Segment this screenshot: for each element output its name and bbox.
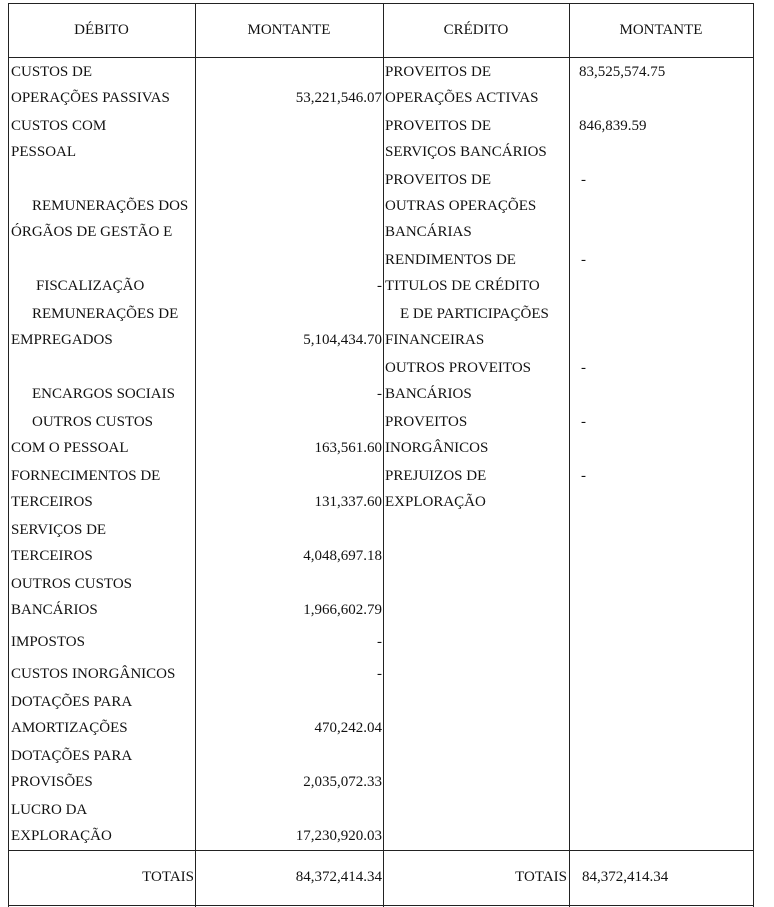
header-amount-left: MONTANTE xyxy=(247,22,331,38)
debit-label: TERCEIROS xyxy=(11,548,93,564)
header-credit: CRÉDITO xyxy=(443,22,509,38)
col-border-left xyxy=(8,3,9,907)
header-amount-right: MONTANTE xyxy=(619,22,703,38)
debit-label: AMORTIZAÇÕES xyxy=(11,720,128,736)
accounts-table xyxy=(8,3,754,907)
credit-label: EXPLORAÇÃO xyxy=(385,494,486,510)
debit-label: CUSTOS DE xyxy=(11,64,92,80)
totals-value-right: 84,372,414.34 xyxy=(582,869,669,885)
credit-amount: 846,839.59 xyxy=(579,118,647,134)
debit-amount: - xyxy=(377,666,382,682)
debit-label: BANCÁRIOS xyxy=(11,602,98,618)
debit-label: ENCARGOS SOCIAIS xyxy=(32,386,175,402)
credit-label: PROVEITOS DE xyxy=(385,118,491,134)
debit-amount: - xyxy=(377,278,382,294)
debit-amount: 163,561.60 xyxy=(314,440,382,456)
debit-label: CUSTOS COM xyxy=(11,118,107,134)
credit-label: E DE PARTICIPAÇÕES xyxy=(400,306,549,322)
credit-amount: - xyxy=(581,414,586,430)
debit-label: REMUNERAÇÕES DE xyxy=(32,306,179,322)
header-debit: DÉBITO xyxy=(74,22,129,38)
credit-label: SERVIÇOS BANCÁRIOS xyxy=(385,144,547,160)
debit-amount: 2,035,072.33 xyxy=(303,774,382,790)
debit-amount: 1,966,602.79 xyxy=(303,602,382,618)
debit-label: FISCALIZAÇÃO xyxy=(36,278,145,294)
col-border-1 xyxy=(195,3,196,907)
credit-label: PREJUIZOS DE xyxy=(385,468,487,484)
credit-label: INORGÂNICOS xyxy=(385,440,489,456)
totals-divider xyxy=(8,850,754,851)
debit-amount: 131,337.60 xyxy=(314,494,382,510)
credit-label: OUTRAS OPERAÇÕES xyxy=(385,198,537,214)
credit-label: FINANCEIRAS xyxy=(385,332,485,348)
credit-label: PROVEITOS DE xyxy=(385,172,491,188)
debit-label: EMPREGADOS xyxy=(11,332,113,348)
debit-label: TERCEIROS xyxy=(11,494,93,510)
table-border-bottom xyxy=(8,905,754,906)
credit-amount: - xyxy=(581,468,586,484)
debit-label: FORNECIMENTOS DE xyxy=(11,468,161,484)
debit-amount: 5,104,434.70 xyxy=(303,332,382,348)
debit-label: COM O PESSOAL xyxy=(11,440,129,456)
debit-label: EXPLORAÇÃO xyxy=(11,828,112,844)
debit-label: OUTROS CUSTOS xyxy=(32,414,154,430)
credit-label: RENDIMENTOS DE xyxy=(385,252,516,268)
credit-label: BANCÁRIAS xyxy=(385,224,472,240)
credit-label: OPERAÇÕES ACTIVAS xyxy=(385,90,539,106)
debit-label: ÓRGÃOS DE GESTÃO E xyxy=(11,224,173,240)
totals-label-left: TOTAIS xyxy=(142,869,194,885)
debit-amount: 17,230,920.03 xyxy=(295,828,382,844)
col-border-3 xyxy=(569,3,570,907)
debit-amount: 470,242.04 xyxy=(314,720,382,736)
credit-amount: 83,525,574.75 xyxy=(579,64,666,80)
credit-amount: - xyxy=(581,252,586,268)
col-border-2 xyxy=(383,3,384,907)
debit-amount: - xyxy=(377,386,382,402)
debit-label: DOTAÇÕES PARA xyxy=(11,694,133,710)
credit-amount: - xyxy=(581,360,586,376)
debit-amount: 4,048,697.18 xyxy=(303,548,382,564)
debit-label: SERVIÇOS DE xyxy=(11,522,107,538)
header-divider xyxy=(8,57,754,58)
credit-label: TITULOS DE CRÉDITO xyxy=(385,278,540,294)
debit-label: LUCRO DA xyxy=(11,802,88,818)
credit-label: OUTROS PROVEITOS xyxy=(385,360,531,376)
debit-amount: 53,221,546.07 xyxy=(295,90,382,106)
col-border-right xyxy=(753,3,754,907)
debit-label: OUTROS CUSTOS xyxy=(11,576,133,592)
debit-label: DOTAÇÕES PARA xyxy=(11,748,133,764)
debit-amount: - xyxy=(377,634,382,650)
totals-value-left: 84,372,414.34 xyxy=(295,869,382,885)
debit-label: OPERAÇÕES PASSIVAS xyxy=(11,90,170,106)
debit-label: IMPOSTOS xyxy=(11,634,85,650)
credit-label: BANCÁRIOS xyxy=(385,386,472,402)
debit-label: PROVISÕES xyxy=(11,774,93,790)
credit-label: PROVEITOS xyxy=(385,414,468,430)
debit-label: CUSTOS INORGÂNICOS xyxy=(11,666,176,682)
credit-amount: - xyxy=(581,172,586,188)
debit-label: REMUNERAÇÕES DOS xyxy=(32,198,189,214)
debit-label: PESSOAL xyxy=(11,144,77,160)
credit-label: PROVEITOS DE xyxy=(385,64,491,80)
totals-label-right: TOTAIS xyxy=(515,869,567,885)
